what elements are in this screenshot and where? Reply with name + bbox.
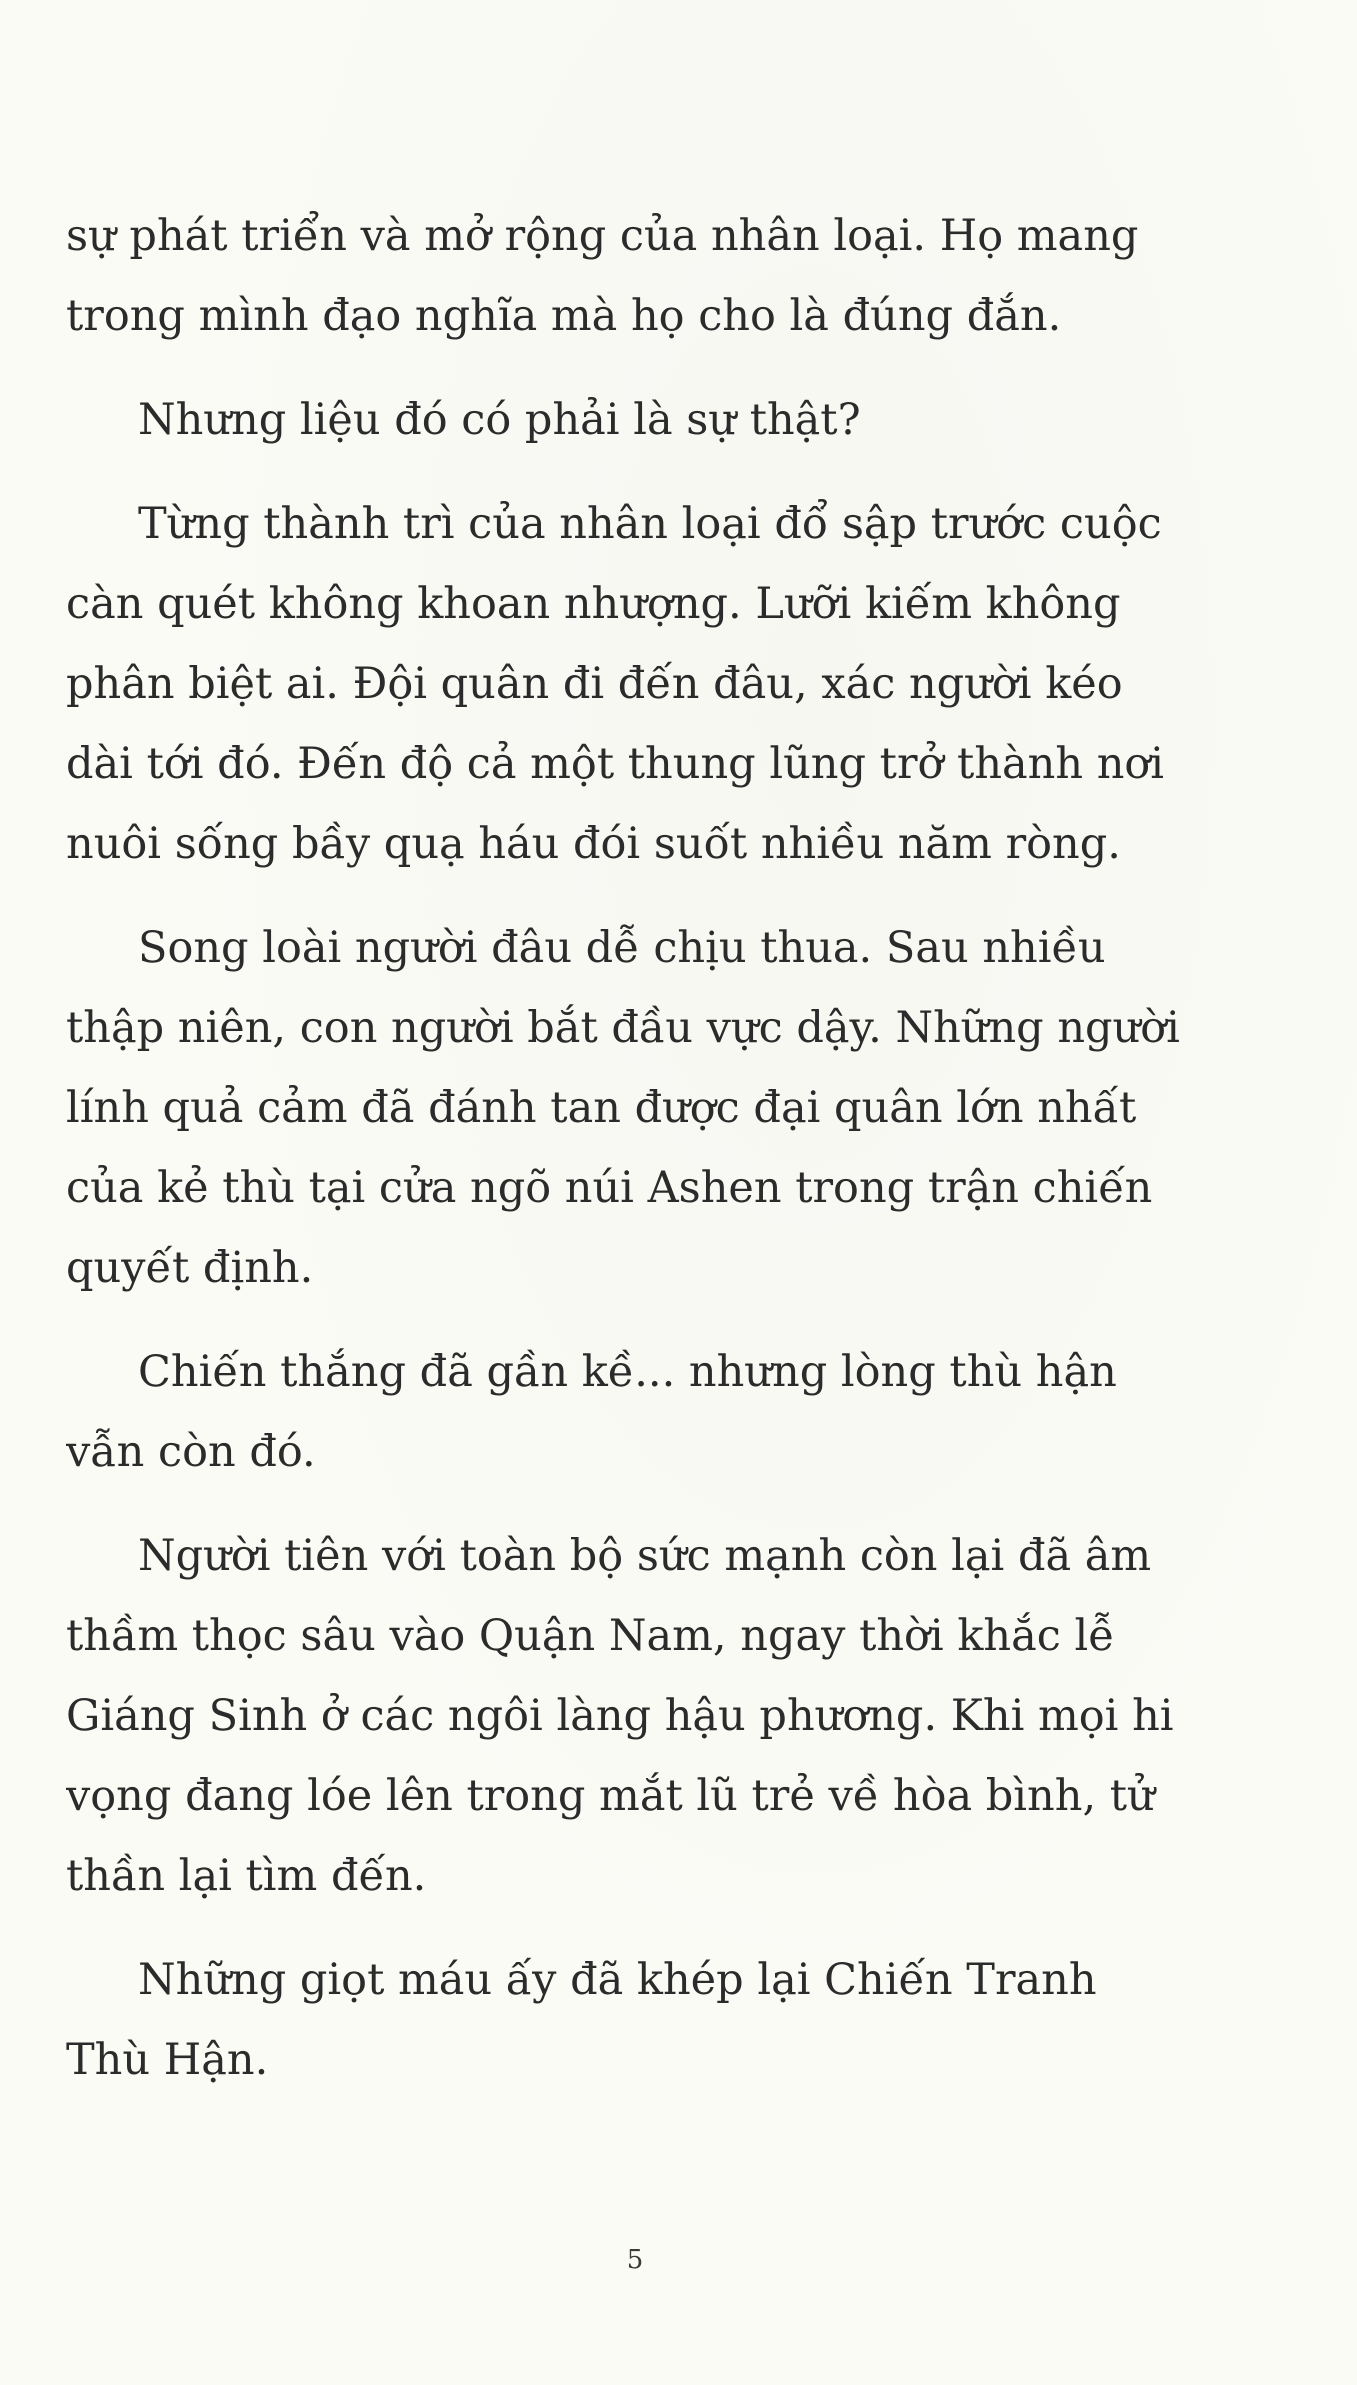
text-line: Song loài người đâu dễ chịu thua. Sau nhiều [138, 923, 1106, 973]
text-line: Những giọt máu ấy đã khép lại Chiến Tranh [138, 1955, 1097, 2005]
text-line: sự phát triển và mở rộng của nhân loại. Họ mang [66, 211, 1139, 261]
text-line: Người tiên với toàn bộ sức mạnh còn lại đã âm [138, 1531, 1152, 1581]
paragraph-4 [66, 908, 1216, 1308]
text-line: Thù Hận. [66, 2035, 269, 2085]
text-line: Từng thành trì của nhân loại đổ sập trước cuộc [138, 499, 1162, 549]
paragraph-6 [66, 1516, 1216, 1916]
paragraph-7 [66, 1940, 1216, 2100]
text-line: thầm thọc sâu vào Quận Nam, ngay thời khắc lễ [66, 1611, 1115, 1661]
text-line: Giáng Sinh ở các ngôi làng hậu phương. Khi mọi hi [66, 1691, 1174, 1741]
text-line: Chiến thắng đã gần kề... nhưng lòng thù hận [138, 1347, 1117, 1397]
page-number: 5 [626, 2245, 644, 2275]
text-line: Nhưng liệu đó có phải là sự thật? [138, 395, 861, 445]
text-line: nuôi sống bầy quạ háu đói suốt nhiều năm ròng. [66, 819, 1121, 869]
text-line: phân biệt ai. Đội quân đi đến đâu, xác người kéo [66, 659, 1123, 709]
text-line: càn quét không khoan nhượng. Lưỡi kiếm không [66, 579, 1121, 629]
text-line: lính quả cảm đã đánh tan được đại quân lớn nhất [66, 1083, 1137, 1133]
text-line: dài tới đó. Đến độ cả một thung lũng trở thành nơi [66, 739, 1165, 789]
paragraph-1 [66, 196, 1216, 356]
paragraph-5 [66, 1332, 1216, 1492]
body-text [66, 196, 1216, 2124]
text-line: quyết định. [66, 1243, 314, 1293]
text-line: trong mình đạo nghĩa mà họ cho là đúng đắn. [66, 291, 1062, 341]
text-line: thập niên, con người bắt đầu vực dậy. Những người [66, 1003, 1180, 1053]
text-line: vọng đang lóe lên trong mắt lũ trẻ về hòa bình, tử [66, 1771, 1155, 1821]
paragraph-2 [66, 380, 1216, 460]
text-line: thần lại tìm đến. [66, 1851, 427, 1901]
text-line: của kẻ thù tại cửa ngõ núi Ashen trong trận chiến [66, 1163, 1153, 1213]
text-line: vẫn còn đó. [66, 1427, 316, 1477]
paragraph-3 [66, 484, 1216, 884]
